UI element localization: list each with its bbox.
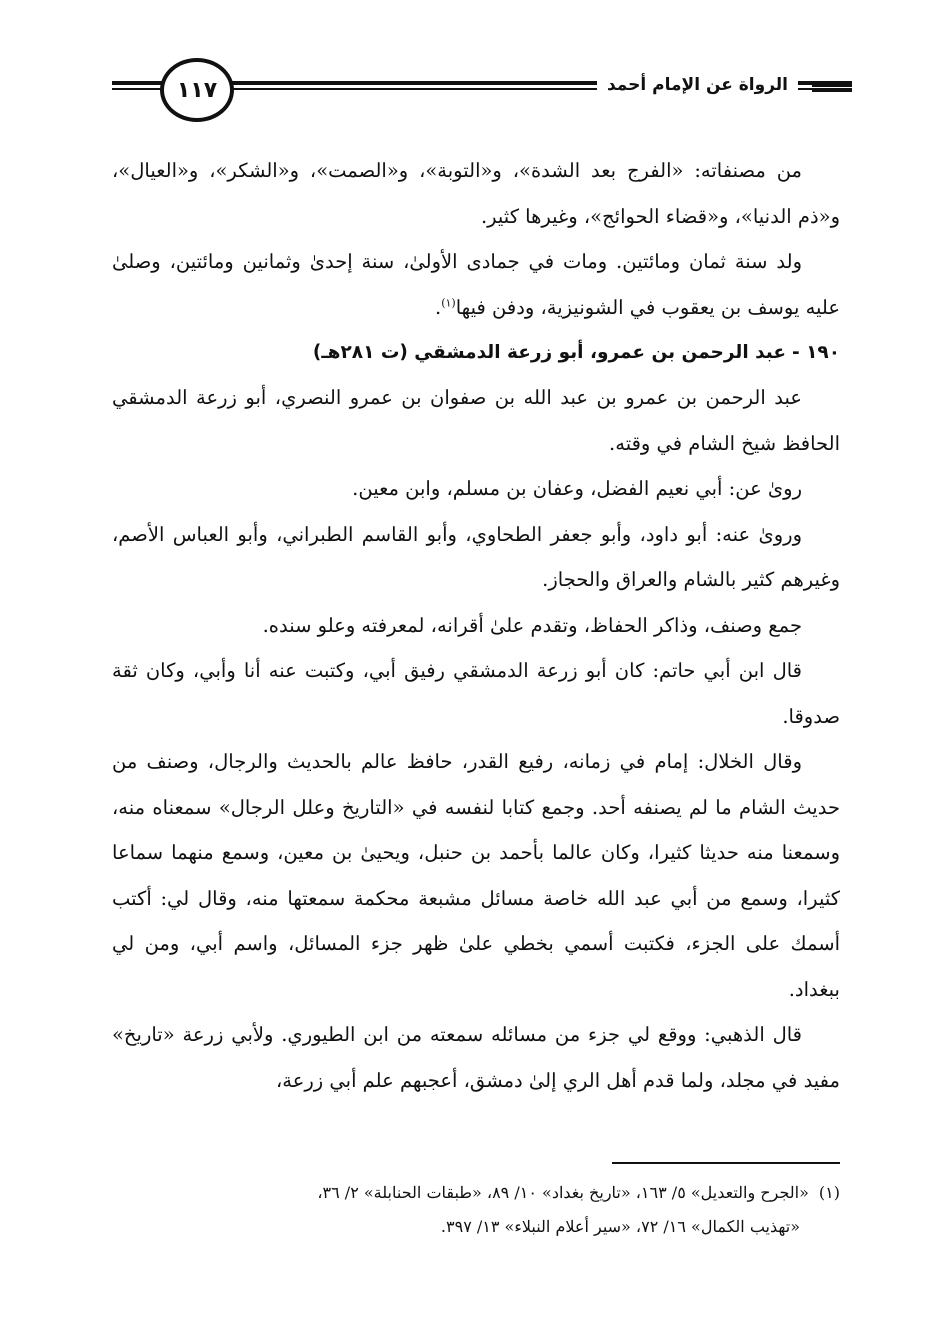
footnote-separator bbox=[612, 1162, 840, 1164]
entry-title: عبد الرحمن بن عمرو، أبو زرعة الدمشقي (ت ٢٨١هـ) bbox=[312, 342, 786, 363]
entry-heading bbox=[112, 330, 840, 375]
body-text bbox=[112, 148, 840, 1103]
paragraph-narrated-from: روىٰ عن: أبي نعيم الفضل، وعفان بن مسلم، وابن معين. bbox=[352, 477, 802, 500]
title-dash bbox=[812, 83, 852, 92]
paragraph-end-dot: . bbox=[434, 295, 442, 319]
footnote-line bbox=[112, 1176, 840, 1210]
paragraph-birth-death-text: ولد سنة ثمان ومائتين. ومات في جمادى الأولىٰ، سنة إحدىٰ وثمانين ومائتين، وصلىٰ عليه يوسف بن يعقوب في الشونيزية، ودفن فيها bbox=[112, 250, 840, 319]
paragraph-lineage: عبد الرحمن بن عمرو بن عبد الله بن صفوان بن عمرو النصري، أبو زرعة الدمشقي الحافظ شيخ الشام في وقته. bbox=[112, 386, 840, 455]
paragraph-khallal: وقال الخلال: إمام في زمانه، رفيع القدر، حافظ عالم بالحديث والرجال، وصنف من حديث الشام ما لم يصنفه أحد. وجمع كتابا لنفسه في «التاريخ وعلل الرجال» سمعناه منه، وسمعنا منه حديثا كثيرا، وكان عالما بأحمد بن حنبل، ويحيىٰ بن معين، وسمع منهما سماعا كثيرا، وسمع من أبي عبد الله خاصة مسائل مشبعة محكمة سمعتها منه، وقال لي: أكتب أسمك على الجزء، فكتبت أسمي بخطي علىٰ ظهر جزء المسائل، واسم أبي، ومن لي ببغداد. bbox=[112, 750, 840, 1001]
paragraph-narrated-by: وروىٰ عنه: أبو داود، وأبو جعفر الطحاوي، وأبو القاسم الطبراني، وأبو العباس الأصم، وغيرهم كثير بالشام والعراق والحجاز. bbox=[112, 522, 840, 591]
paragraph-dhahabi: قال الذهبي: ووقع لي جزء من مسائله سمعته من ابن الطيوري. ولأبي زرعة «تاريخ» مفيد في مجلد، ولما قدم أهل الري إلىٰ دمشق، أعجبهم علم أبي زرعة، bbox=[112, 1023, 840, 1092]
page-header bbox=[112, 58, 852, 138]
paragraph-ibn-abi-hatim: قال ابن أبي حاتم: كان أبو زرعة الدمشقي رفيق أبي، وكتبت عنه أنا وأبي، وكان ثقة صدوقا. bbox=[112, 659, 840, 728]
footnote-text-2: «تهذيب الكمال» ١٦/ ٧٢، «سير أعلام النبلاء» ١٣/ ٣٩٧. bbox=[440, 1217, 800, 1236]
paragraph-birth-death bbox=[112, 239, 840, 330]
paragraph-works: من مصنفاته: «الفرج بعد الشدة»، و«التوبة»، و«الصمت»، و«الشكر»، و«العيال»، و«ذم الدنيا»، و«قضاء الحوائج»، وغيرها كثير. bbox=[112, 159, 840, 228]
footnote-ref[interactable]: (١) bbox=[441, 296, 456, 309]
running-title: الرواة عن الإمام أحمد bbox=[597, 72, 798, 98]
entry-number: ١٩٠ - bbox=[792, 342, 840, 363]
paragraph-merits: جمع وصنف، وذاكر الحفاظ، وتقدم علىٰ أقرانه، لمعرفته وعلو سنده. bbox=[262, 613, 802, 637]
page-number: ١١٧ bbox=[160, 58, 234, 122]
footnote-text-1: «الجرح والتعديل» ٥/ ١٦٣، «تاريخ بغداد» ١٠/ ٨٩، «طبقات الحنابلة» ٢/ ٣٦، bbox=[317, 1183, 809, 1202]
footnote-number: (١) bbox=[818, 1183, 840, 1202]
footnotes bbox=[112, 1176, 840, 1244]
